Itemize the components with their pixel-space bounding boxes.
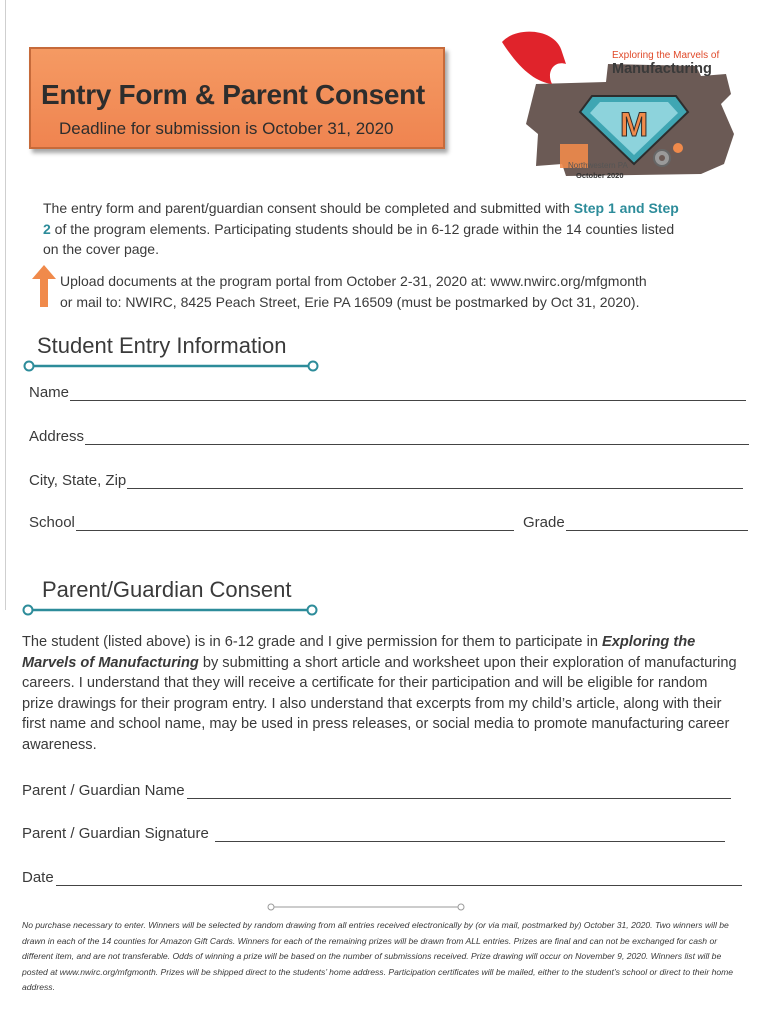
parent-signature-line[interactable] bbox=[215, 828, 725, 842]
student-section-rule bbox=[22, 359, 322, 373]
date-field[interactable] bbox=[22, 869, 742, 886]
steps-highlight: Step 1 and Step 2 bbox=[43, 200, 679, 237]
mail-address-line: or mail to: NWIRC, 8425 Peach Street, Erie PA 16509 (must be postmarked by Oct 31, 2020). bbox=[60, 293, 640, 310]
logo-date: October 2020 bbox=[576, 171, 624, 180]
deadline-subtitle: Deadline for submission is October 31, 2020 bbox=[59, 119, 394, 138]
student-school-label: School bbox=[29, 514, 75, 531]
student-address-line[interactable] bbox=[85, 431, 749, 445]
student-grade-label: Grade bbox=[523, 514, 565, 531]
student-school-line[interactable] bbox=[76, 517, 514, 531]
parent-name-label: Parent / Guardian Name bbox=[22, 782, 185, 799]
prize-disclaimer: No purchase necessary to enter. Winners will be selected by random drawing from all entries received electronically by (or via mail, postmarked by) October 31, 2020. Two winners will be drawn in each of the 14 counties for Amazon Gift Cards. Winners for each of the remaining prizes will be drawn from ALL entries. Prizes are final and can not be exchanged for cash or different item, and are not transferable. Odds of winning a prize will be based on the number of submissions received. Prize drawing will occur on November 9, 2020. Winners list will be posted at www.nwirc.org/mfgmonth. Prizes will be shipped direct to the students’ home address. Participation certificates will be mailed, either to the student’s school or direct to their home address. bbox=[22, 920, 734, 993]
student-name-field[interactable] bbox=[29, 384, 746, 401]
student-section-title: Student Entry Information bbox=[37, 333, 287, 358]
date-label: Date bbox=[22, 869, 54, 886]
parent-name-field[interactable] bbox=[22, 782, 731, 799]
title-banner bbox=[29, 47, 445, 149]
page-title: Entry Form & Parent Consent bbox=[41, 79, 425, 110]
consent-statement: The student (listed above) is in 6-12 grade and I give permission for them to participate in Exploring the Marvels of Manufacturing by submitting a short article and worksheet upon their exploration of manufacturing careers. I understand that they will receive a certificate for their participation and will be eligible for random prize drawings for their program entry. I also understand that excerpts from my child’s article, along with their first name and school name, may be used in press releases, or social media to promote manufacturing career awareness. bbox=[22, 634, 737, 753]
program-name: Exploring the Marvels of Manufacturing bbox=[22, 634, 696, 671]
student-address-label: Address bbox=[29, 428, 85, 445]
student-address-field[interactable] bbox=[29, 428, 749, 445]
parent-section-title: Parent/Guardian Consent bbox=[42, 577, 292, 602]
program-logo bbox=[496, 24, 736, 184]
logo-tagline: Exploring the Marvels of bbox=[612, 50, 720, 61]
student-school-field[interactable] bbox=[29, 514, 514, 531]
up-arrow-icon bbox=[32, 265, 56, 307]
logo-name: Manufacturing bbox=[612, 61, 712, 77]
parent-name-line[interactable] bbox=[187, 785, 731, 799]
intro-paragraph: The entry form and parent/guardian consent should be completed and submitted with Step 1 and Step 2 of the program elements. Participating students should be in 6-12 grade within the 14 counties listed on the cover page. bbox=[43, 200, 679, 257]
parent-section-rule bbox=[21, 603, 321, 617]
parent-signature-label: Parent / Guardian Signature bbox=[22, 825, 213, 842]
student-name-label: Name bbox=[29, 384, 70, 401]
student-grade-field[interactable] bbox=[523, 514, 748, 531]
date-line[interactable] bbox=[56, 872, 742, 886]
student-city-line[interactable] bbox=[127, 475, 743, 489]
logo-cape-shape bbox=[502, 32, 566, 84]
footnote-divider bbox=[266, 902, 466, 912]
page-edge-rule bbox=[0, 0, 6, 610]
logo-region: Northwestern PA bbox=[568, 161, 628, 170]
student-name-line[interactable] bbox=[70, 387, 746, 401]
parent-signature-field[interactable] bbox=[22, 825, 725, 842]
student-city-label: City, State, Zip bbox=[29, 472, 127, 489]
upload-portal-line: Upload documents at the program portal from October 2-31, 2020 at: www.nwirc.org/mfgmonth bbox=[60, 273, 647, 289]
student-city-field[interactable] bbox=[29, 472, 743, 489]
upload-instructions bbox=[60, 271, 740, 312]
student-grade-line[interactable] bbox=[566, 517, 748, 531]
logo-letter: M bbox=[619, 106, 649, 144]
